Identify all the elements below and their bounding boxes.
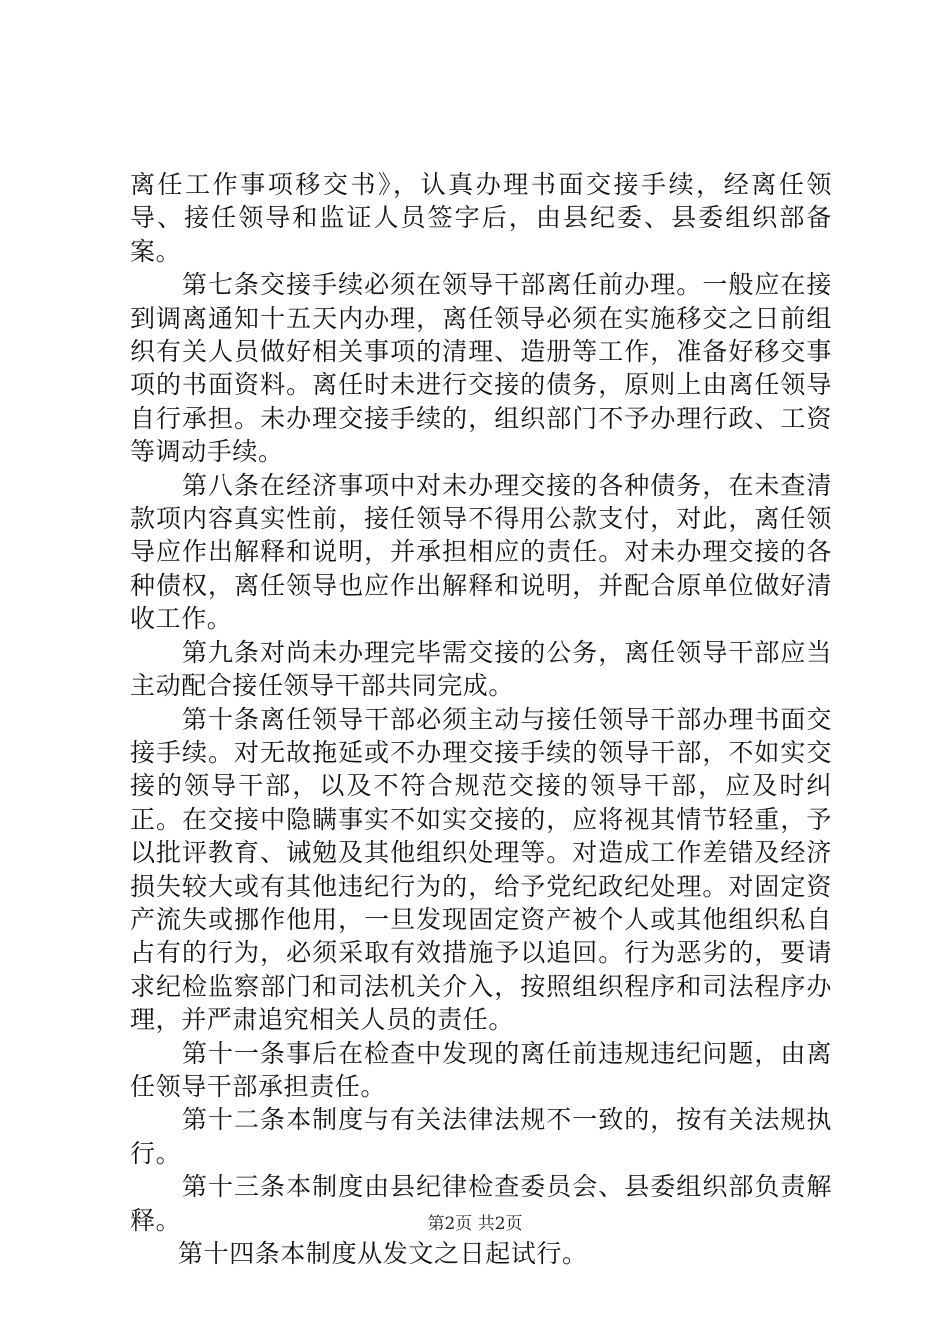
paragraph-article-12: 第十二条本制度与有关法律法规不一致的，按有关法规执行。 <box>130 1105 832 1168</box>
paragraph-article-13: 第十三条本制度由县纪律检查委员会、县委组织部负责解释。 <box>130 1172 832 1235</box>
document-body <box>130 168 832 1270</box>
paragraph-article-10: 第十条离任领导干部必须主动与接任领导干部办理书面交接手续。对无故拖延或不办理交接手续的领导干部，不如实交接的领导干部，以及不符合规范交接的领导干部，应及时纠正。在交接中隐瞒事实不如实交接的，应将视其情节轻重，予以批评教育、诫勉及其他组织处理等。对造成工作差错及经济损失较大或有其他违纪行为的，给予党纪政纪处理。对固定资产流失或挪作他用，一旦发现固定资产被个人或其他组织私自占有的行为，必须采取有效措施予以追回。行为恶劣的，要请求纪检监察部门和司法机关介入，按照组织程序和司法程序办理，并严肃追究相关人员的责任。 <box>130 704 832 1035</box>
paragraph-article-9: 第九条对尚未办理完毕需交接的公务，离任领导干部应当主动配合接任领导干部共同完成。 <box>130 637 832 701</box>
paragraph-article-8: 第八条在经济事项中对未办理交接的各种债务，在未查清款项内容真实性前，接任领导不得用公款支付，对此，离任领导应作出解释和说明，并承担相应的责任。对未办理交接的各种债权，离任领导也应作出解释和说明，并配合原单位做好清收工作。 <box>130 470 832 634</box>
paragraph-article-11: 第十一条事后在检查中发现的离任前违规违纪问题，由离任领导干部承担责任。 <box>130 1038 832 1101</box>
paragraph-continuation: 离任工作事项移交书》，认真办理书面交接手续，经离任领导、接任领导和监证人员签字后，由县纪委、县委组织部备案。 <box>130 170 832 266</box>
paragraph-article-7: 第七条交接手续必须在领导干部离任前办理。一般应在接到调离通知十五天内办理，离任领导必须在实施移交之日前组织有关人员做好相关事项的清理、造册等工作，准备好移交事项的书面资料。离任时未进行交接的债务，原则上由离任领导自行承担。未办理交接手续的，组织部门不予办理行政、工资等调动手续。 <box>130 270 832 467</box>
page-number-footer: 第2页 共2页 <box>427 1214 523 1234</box>
paragraph-article-14: 第十四条本制度从发文之日起试行。 <box>178 1239 588 1268</box>
